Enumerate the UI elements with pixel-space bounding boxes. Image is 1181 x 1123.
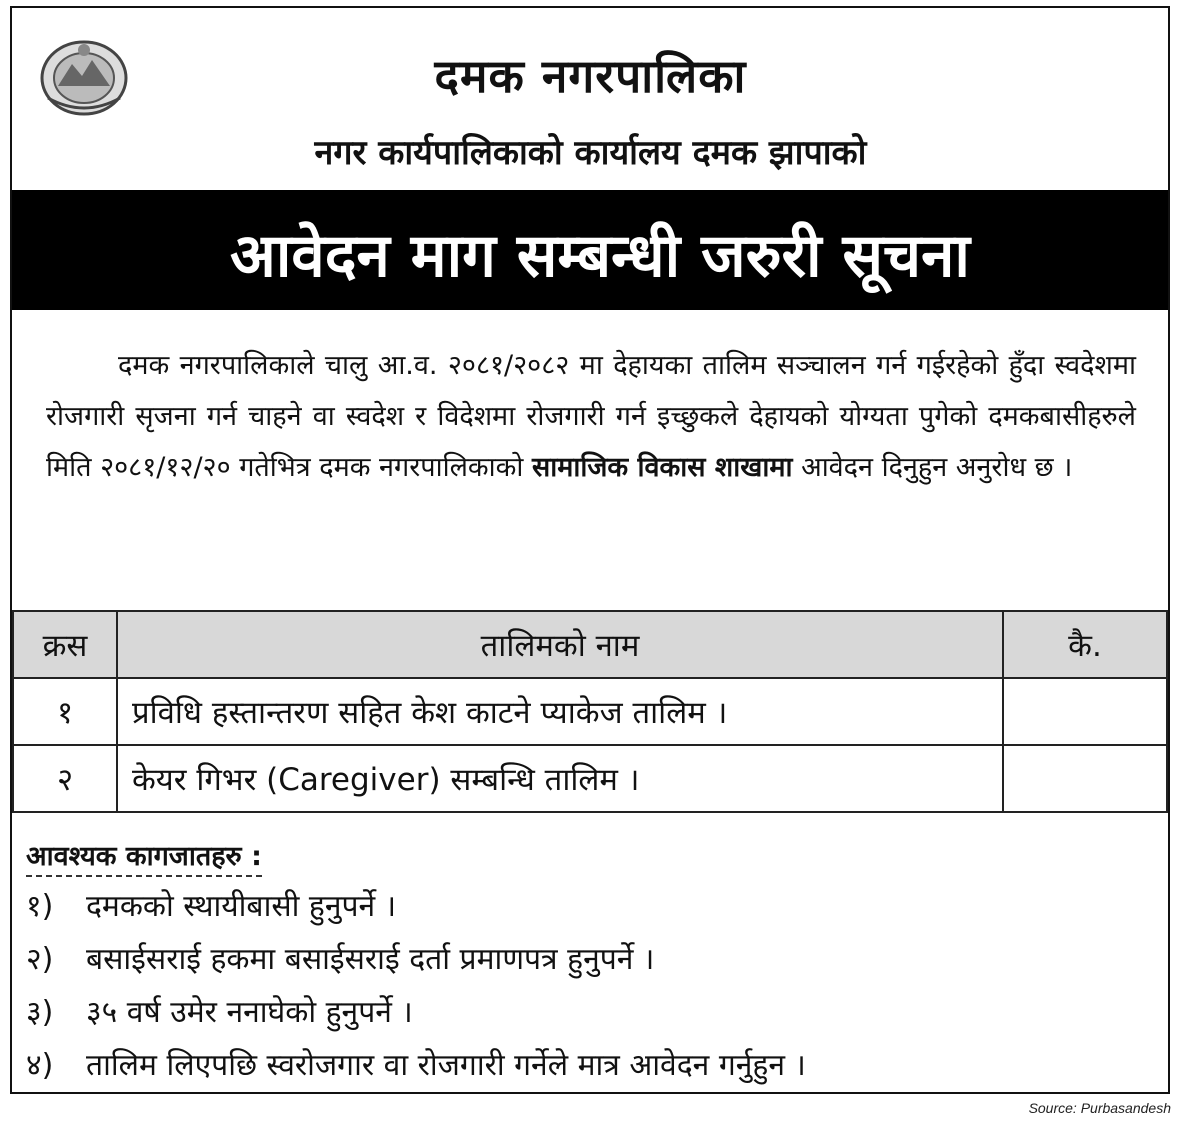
item-text: ३५ वर्ष उमेर ननाघेको हुनुपर्ने ।: [86, 995, 413, 1030]
table-row: [13, 745, 1167, 812]
notice-banner-title: आवेदन माग सम्बन्धी जरुरी सूचना: [230, 221, 970, 291]
item-number: ३): [26, 995, 54, 1030]
paragraph-end-text: आवेदन दिनुहुन अनुरोध छ ।: [801, 452, 1073, 483]
list-item: [26, 1039, 806, 1092]
item-number: १): [26, 889, 54, 924]
notice-paragraph: [46, 340, 1136, 493]
list-item: [26, 933, 806, 986]
row-serial: १: [13, 678, 117, 745]
row-training-name: केयर गिभर (Caregiver) सम्बन्धि तालिम ।: [117, 745, 1003, 812]
item-text: बसाईसराई हकमा बसाईसराई दर्ता प्रमाणपत्र हुनुपर्ने ।: [86, 942, 655, 977]
item-number: ४): [26, 1048, 54, 1083]
list-item: [26, 986, 806, 1039]
row-remarks: [1003, 678, 1167, 745]
table-header-row: [13, 611, 1167, 678]
item-text: तालिम लिएपछि स्वरोजगार वा रोजगारी गर्नेले मात्र आवेदन गर्नुहुन ।: [86, 1048, 806, 1083]
required-documents-heading: आवश्यक कागजातहरु :: [26, 836, 262, 877]
source-credit: Source: Purbasandesh: [1028, 1100, 1171, 1116]
training-table: [12, 610, 1168, 813]
row-remarks: [1003, 745, 1167, 812]
item-text: दमकको स्थायीबासी हुनुपर्ने ।: [86, 889, 397, 924]
table-row: [13, 678, 1167, 745]
list-item: [26, 880, 806, 933]
header-remarks: कै.: [1003, 611, 1167, 678]
municipality-title: दमक नगरपालिका: [434, 49, 747, 103]
header-serial: क्रस: [13, 611, 117, 678]
office-subtitle: नगर कार्यपालिकाको कार्यालय दमक झापाको: [314, 133, 867, 173]
row-serial: २: [13, 745, 117, 812]
row-training-name: प्रविधि हस्तान्तरण सहित केश काटने प्याकेज तालिम ।: [117, 678, 1003, 745]
item-number: २): [26, 942, 54, 977]
paragraph-main-text: दमक नगरपालिकाले चालु आ.व. २०८१/२०८२ मा देहायका तालिम सञ्चालन गर्न गईरहेको हुँदा स्वदेशमा रोजगारी सृजना गर्न चाहने वा स्वदेश र विदेशमा रोजगारी गर्न इच्छुकले देहायको योग्यता पुगेको दमकबासीहरुले मिति २०८१/१२/२० गतेभित्र दमक नगरपालिकाको: [46, 350, 1136, 483]
paragraph-bold-text: सामाजिक विकास शाखामा: [531, 452, 793, 483]
header-training-name: तालिमको नाम: [117, 611, 1003, 678]
required-documents-list: [26, 880, 806, 1092]
